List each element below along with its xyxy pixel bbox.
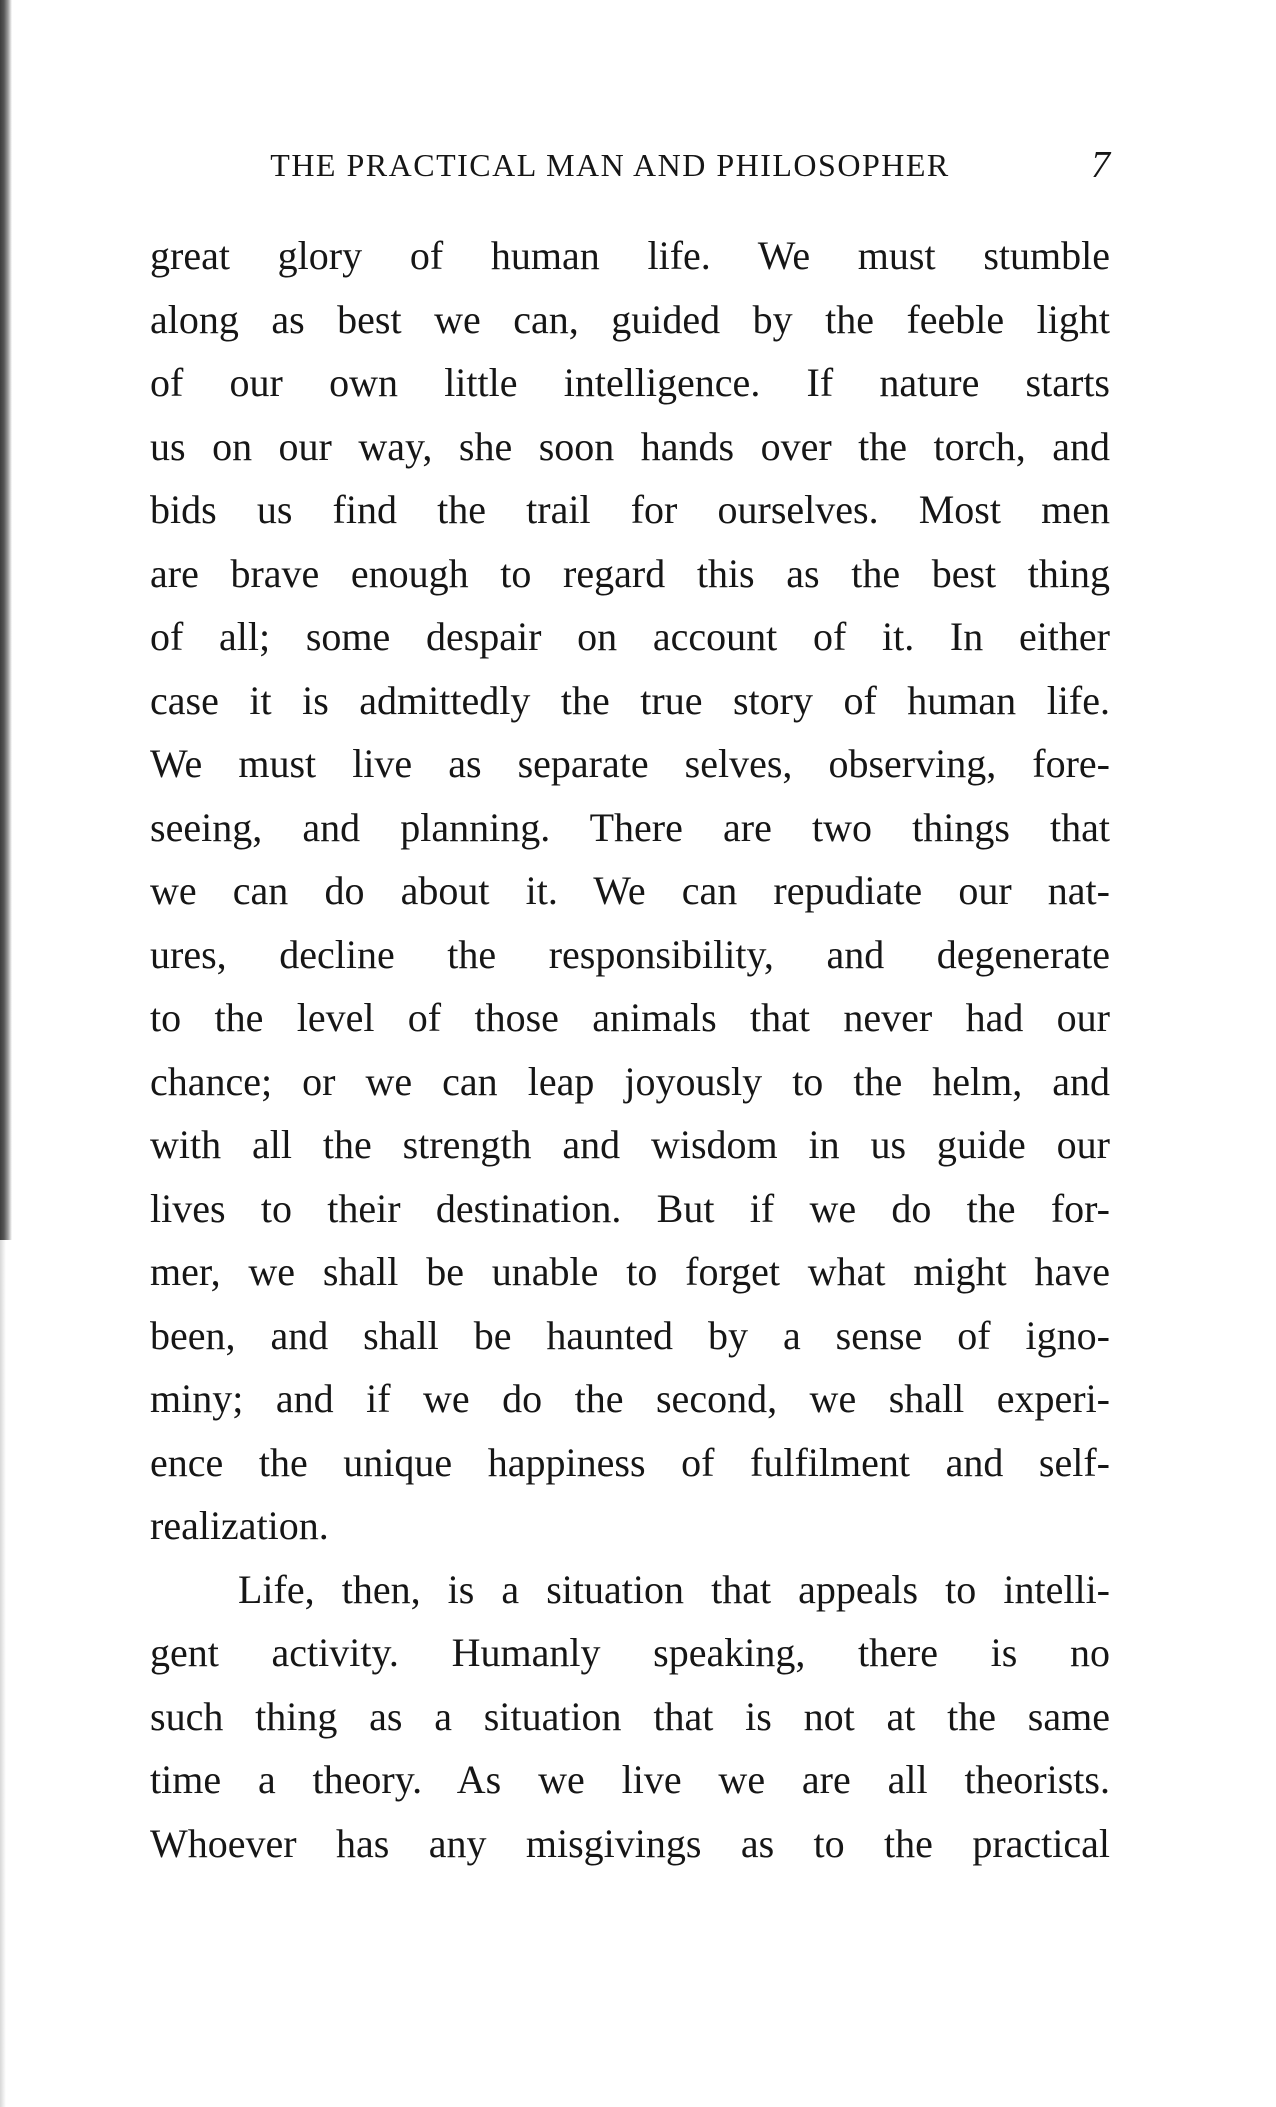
text-line: case it is admittedly the true story of human life. bbox=[150, 677, 1110, 723]
text-line: great glory of human life. We must stumble bbox=[150, 233, 1110, 278]
text-line: to the level of those animals that never had our bbox=[150, 995, 1110, 1040]
text-line: time a theory. As we live we are all theorists. bbox=[150, 1757, 1110, 1802]
binding-edge-shadow bbox=[0, 0, 12, 1240]
text-line: lives to their destination. But if we do the for- bbox=[150, 1185, 1110, 1231]
text-line: we can do about it. We can repudiate our nat- bbox=[150, 868, 1110, 913]
text-line: been, and shall be haunted by a sense of igno- bbox=[150, 1312, 1110, 1358]
text-line: ence the unique happiness of fulfilment and self- bbox=[150, 1439, 1110, 1485]
text-line: bids us find the trail for ourselves. Most men bbox=[150, 487, 1110, 532]
text-line: miny; and if we do the second, we shall experi- bbox=[150, 1376, 1110, 1421]
paragraph-1 bbox=[150, 224, 1110, 1558]
text-line: ures, decline the responsibility, and degenerate bbox=[150, 931, 1110, 977]
text-line: Whoever has any misgivings as to the practical bbox=[150, 1820, 1110, 1866]
text-line: mer, we shall be unable to forget what might have bbox=[150, 1249, 1110, 1294]
text-line: us on our way, she soon hands over the torch, and bbox=[150, 423, 1110, 469]
text-line: of all; some despair on account of it. In either bbox=[150, 614, 1110, 659]
text-line: seeing, and planning. There are two things that bbox=[150, 804, 1110, 850]
text-line: along as best we can, guided by the feeble light bbox=[150, 296, 1110, 342]
text-line: such thing as a situation that is not at the same bbox=[150, 1693, 1110, 1739]
text-line: of our own little intelligence. If nature starts bbox=[150, 360, 1110, 405]
running-title: THE PRACTICAL MAN AND PHILOSOPHER bbox=[270, 146, 950, 183]
body-text bbox=[150, 224, 1110, 1875]
text-line: are brave enough to regard this as the best thing bbox=[150, 550, 1110, 596]
binding-edge-shadow-lower bbox=[0, 1240, 6, 2107]
text-line: Life, then, is a situation that appeals to intelli- bbox=[238, 1566, 1110, 1612]
running-head bbox=[150, 140, 1110, 190]
text-line: chance; or we can leap joyously to the helm, and bbox=[150, 1058, 1110, 1104]
page-number: 7 bbox=[1091, 144, 1110, 186]
text-line: realization. bbox=[150, 1503, 329, 1548]
text-line: gent activity. Humanly speaking, there is no bbox=[150, 1630, 1110, 1675]
text-line: We must live as separate selves, observing, fore- bbox=[150, 741, 1110, 786]
paragraph-2 bbox=[150, 1558, 1110, 1876]
text-line: with all the strength and wisdom in us guide our bbox=[150, 1122, 1110, 1167]
